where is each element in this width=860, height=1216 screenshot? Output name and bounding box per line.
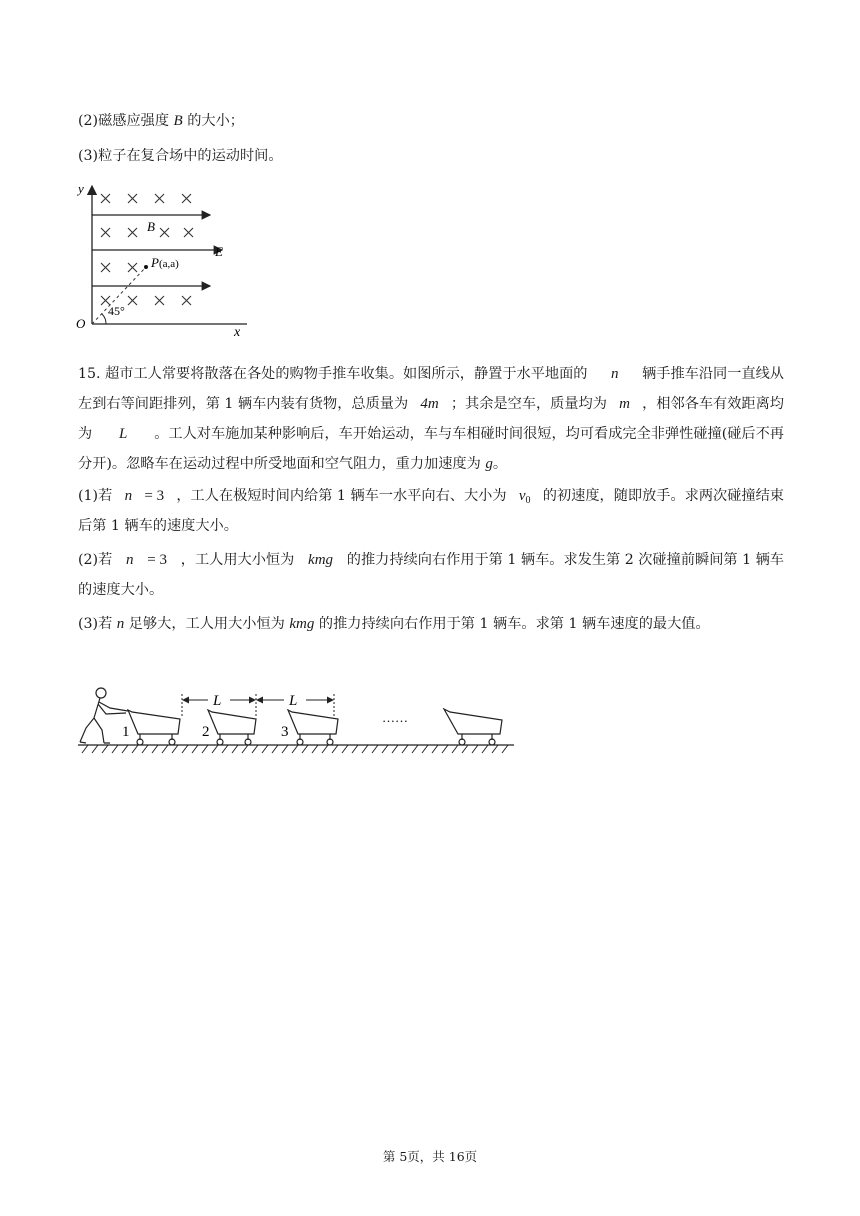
x-axis-label: x [234,325,241,340]
q15-line3 [78,424,784,444]
q14-var-b: B [173,113,183,129]
q15-part2-line1 [78,550,784,570]
q15-mass-m: m [619,396,630,412]
angle-arc [102,314,106,324]
q15-part1-line2: 后第 1 辆车的速度大小。 [78,518,238,534]
e-label: E [215,244,223,259]
q14-part3: (3)粒子在复合场中的运动时间。 [78,148,283,164]
cart-2-label: 2 [202,724,210,740]
q15-p3-kmg: kmg [289,616,315,632]
q15-var-v0: v [518,488,526,504]
field-diagram [72,176,262,340]
q15-line4-end: 。 [492,456,508,472]
origin-label: O [76,316,86,331]
q15-p3-var-n: n [116,616,125,632]
cart-last [444,709,502,745]
q15-p1-text: (1)若 [78,488,113,504]
shopping-cart-diagram [76,682,516,762]
worker-figure [80,688,128,743]
q15-p1-mid: ，工人在极短时间内给第 1 辆车一水平向右、大小为 [176,488,507,504]
spacing-label-2: L [289,693,298,709]
q15-p1-eq: = 3 [144,488,165,504]
q15-part2-line2: 的速度大小。 [78,582,164,598]
ellipsis-dots: …… [382,710,408,725]
q15-mass-4m: 4m [420,396,439,412]
q15-p3-text: (3)若 [78,616,117,632]
q15-p3-mid: 足够大，工人用大小恒为 [124,616,290,632]
cart-1-label: 1 [122,724,130,740]
q15-var-L: L [119,426,128,442]
q15-p2-text: (2)若 [78,552,113,568]
p-label: P(a,a) [151,255,179,270]
q15-p1-end: 的初速度，随即放手。求两次碰撞结束 [542,488,784,504]
q15-line1 [78,364,784,384]
q15-line4 [78,454,507,474]
q15-line3-text: 为 [78,426,93,442]
q15-p2-end: 的推力持续向右作用于第 1 辆车。求发生第 2 次碰撞前瞬间第 1 辆车 [346,552,784,568]
q14-part2 [78,111,244,131]
y-axis-label: y [78,181,84,196]
angle-label: 45° [108,304,125,318]
point-p [144,265,148,269]
q15-line2 [78,394,784,414]
spacing-label-1: L [213,693,222,709]
cart-3-label: 3 [281,724,289,740]
q15-line2-text: 左到右等间距排列，第 1 辆车内装有货物，总质量为 [78,396,409,412]
q15-part3 [78,614,710,634]
page-footer: 第 5页，共 16页 [382,1149,478,1164]
ground-hatching [82,745,508,753]
q15-line3-end: 。工人对车施加某种影响后，车开始运动，车与车相碰时间很短，均可看成完全非弹性碰撞(碰后不再 [154,426,784,442]
b-label: B [147,219,155,234]
cart-3 [288,710,338,745]
q15-p2-mid: ，工人用大小恒为 [180,552,295,568]
q15-line1-text: 15. 超市工人常要将散落在各处的购物手推车收集。如图所示，静置于水平地面的 [78,366,588,382]
q15-p1-var-n: n [124,488,133,504]
cart-1 [128,710,180,745]
q14-part2-text: (2)磁感应强度 [78,113,174,129]
q15-line1-text-end: 辆手推车沿同一直线从 [642,366,784,382]
q15-line2-end: ，相邻各车有效距离均 [642,396,784,412]
q15-var-n: n [611,366,619,382]
q15-line4-text: 分开)。忽略车在运动过程中所受地面和空气阻力，重力加速度为 [78,456,486,472]
q15-var-v0-sub: 0 [525,495,531,506]
cart-2 [208,710,256,745]
q15-p2-var-n: n [126,552,134,568]
q15-p2-kmg: kmg [308,552,334,568]
q15-var-g: g [485,456,493,472]
q15-part1-line1 [78,486,784,511]
q15-p3-end: 的推力持续向右作用于第 1 辆车。求第 1 辆车速度的最大值。 [314,616,710,632]
q15-p2-eq: = 3 [147,552,168,568]
q14-part2-text-end: 的大小； [182,113,244,129]
q15-line2-mid: ；其余是空车，质量均为 [450,396,607,412]
